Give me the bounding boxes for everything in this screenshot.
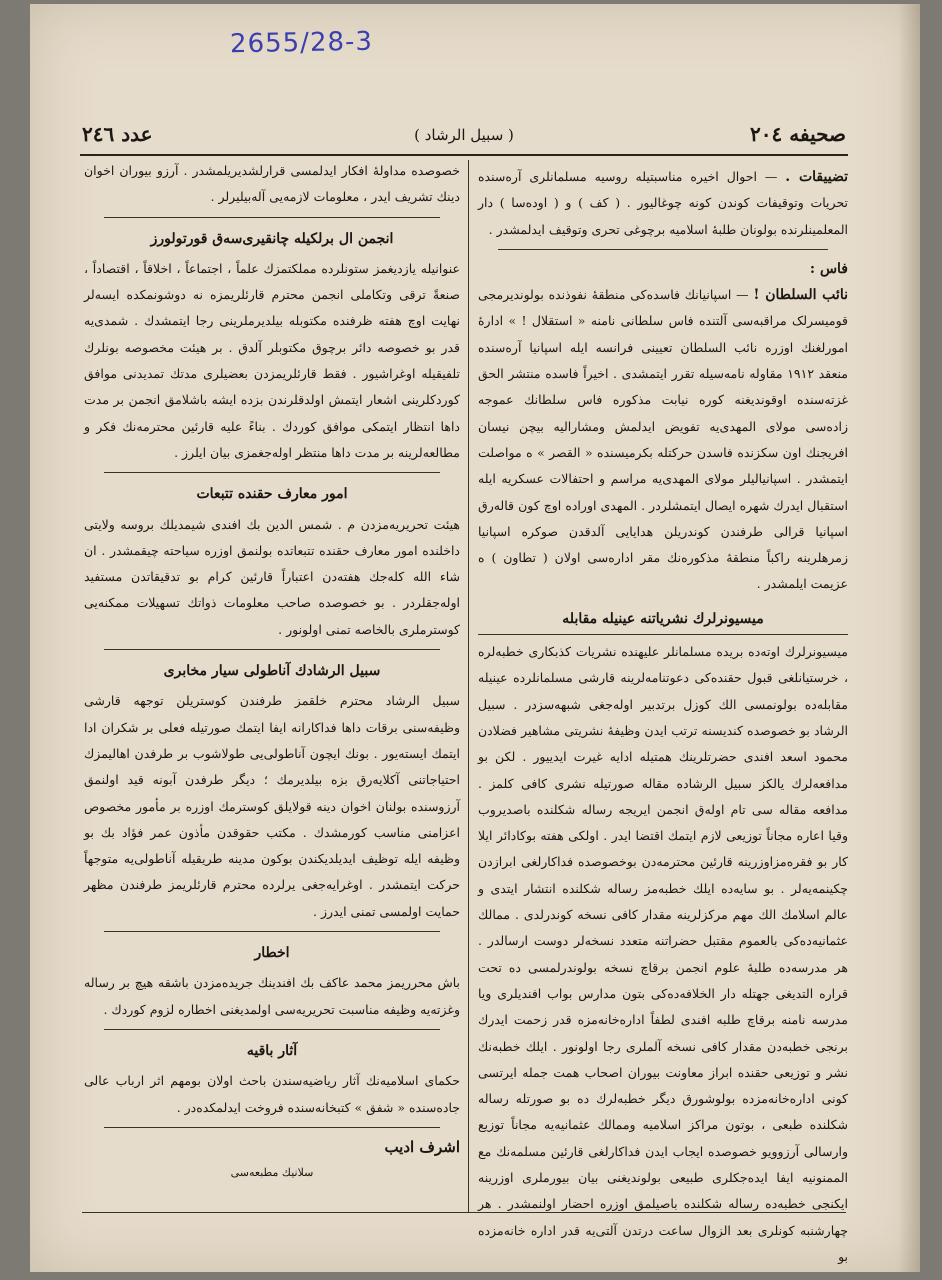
separator: [498, 249, 828, 250]
printing-press: سلانیك مطبعه‌سی: [230, 1166, 314, 1180]
article-heading: میسیونرلرك نشریاتنه عینیله مقابله: [478, 606, 848, 635]
header-rule: [80, 154, 848, 156]
section-place-fez: فاس :: [809, 260, 848, 277]
page-edge-shadow: [898, 4, 920, 1272]
article-heading: سبیل الرشادك آناطولی سیار مخابری: [163, 663, 381, 680]
separator: [104, 649, 440, 650]
article-body: هیئت تحریریه‌مزدن م . شمس الدین بك افندی شیمدیلك بروسه ولایتی داخلنده امور معارف حقنده تتبعاتده بولنمق اوزره سیاحته چیقمشدر . ان شاء الله کلەجك هفته‌دن اعتباراً قارئین کرام بو تدقیقاتدن مستفید اوله‌جقلردر . بو خصوصده صاحب معلومات ذواتك تسهیلات ممکنه‌یی کوسترملری بالخاصه تمنی اولونور .: [84, 516, 460, 637]
article-continuation: خصوصده مداوله‌ٔ افکار ایدلمسی قرارلشدیریلمشدر . آرزو بیوران اخوان دینك تشریف ایدر ، معلومات لازمه‌یی آله‌بیلیرلر .: [84, 163, 460, 205]
footer-rule: [82, 1212, 846, 1213]
column-divider: [468, 160, 469, 1212]
article-heading: انجمن ال برلکیله چانقیری‌سه‌ق قورتولورز: [150, 230, 394, 247]
article-heading: اخطار: [254, 945, 290, 962]
newspaper-page: [30, 4, 920, 1272]
right-column: [478, 164, 848, 1270]
separator: [104, 1127, 440, 1128]
separator: [104, 931, 440, 932]
article-regent: [478, 282, 848, 598]
article-heading: آثار باقیه: [246, 1042, 298, 1059]
separator: [104, 1029, 440, 1030]
separator: [104, 472, 440, 473]
article-restrictions: [478, 164, 848, 243]
article-body: — اسپانیانك فاسده‌کی منطقهٔ نفوذنده بولوندیرمجی قومیسرلک مراقبه‌سی آلتنده فاس سلطانی نامنه « استقلال ! » ادارهٔ امورلغنك اوزره نائب السلطان تعیینی فرانسه ایله اسپانیا آره‌سنده منعقد ١٩١٢ مقاوله نامه‌سیله تقرر ایتمشدی . اخیراً فاسده منتشر الحق غزته‌سنده اوقوندیغنه کوره نیابت مذکوره فاس سلطانك عموجه زاده‌سی مولای المهدی‌یه تفویض ایدلمش ومشارالیه بیچن نیسان افریجنك اون سکزنده فاسدن حرکتله بکرمیسنده « القصر » ه مواصلت ایتمشدر . اسپانیالیلر مولای المهدی‌یه مراسم و احتفالات عسکریه ایله استقبال ایدرك شهره ایصال ایتمشلردر . المهدی اوراده اوچ کون قالەرق اسپانیا قرالی طرفندن کوندریلن هدایایی آلدقدن صوکره اسپانیا زمرهلرینه راکباً منطقهٔ مذکوره‌نك مقر اداره‌سی اولان ( تطاون ) ه عزیمت ایلمشدر .: [478, 287, 848, 592]
page-header: [82, 122, 846, 156]
article-body: عنوانیله یازدیغمز ستونلرده مملکتمزك علماً ، اجتماعاً ، اخلاقاً ، اقتصاداً ، صنعةً ترقی وتکاملی انجمن محترم قارئلریمزه نه دوشونمکده ایسه‌لر نهایت اوچ هفته ظرفنده مکتوبله بیلدیرملرینی رجا ایتمشدك . شمدی‌یه قدر بو خصوصه دائر برچوق مکتوبلر آلدق . بر هیئت مخصوصه بونلرك تلفیقیله اوغراشیور . فقط قارئلریمزدن بعضیلری مدتك تمدیدنی موافق کوردکلرینی اشعار ایتمش اولدقلرندن بزده ایشه باشلامق انجمن بر مدت داها انتظار ایتمکی موافق کوردك . بناءً علیه قارئین محترمه‌نك فکر و مطالعه‌لرینه بر مدت داها منتظر اوله‌جغمزی بیان ایلرز .: [84, 260, 460, 460]
issue-number: عدد ٢٤٦: [82, 122, 153, 146]
left-column: [84, 158, 460, 1186]
article-heading: امور معارف حقنده تتبعات: [196, 486, 348, 503]
archive-handwritten-number: 2655/28-3: [229, 26, 374, 60]
article-body: سبیل الرشاد محترم خلقمز طرفندن کوستریلن توجهه قارشی وظیفه‌سنی برقات داها فداکارانه ایفا ایتمك صورتیله فعلی بر شکران ادا ایتمك ایستەیور . بونك ایچون آناطولی‌یی طولاشوب بر طرفدن اهالیمزك احتیاجاتنی آکلایه‌رق بزه بیلدیرمك ؛ دیگر طرفدن آبونه قید اولنمق آرزوسنده بولنان اخوان دینه قولایلق کوسترمك اوزره بر مأمور مخصوص اعزامنی مناسب کورمشدك . مکتب حقوقدن مأذون عمر فؤاد بك بو وظیفه ایله توظیف ایدیلدیکندن بوکون مدینه طریقیله آناطولی‌یه متوجهاً حرکت ایتمشدر . اوغرایه‌جغی یرلرده محترم قارئلریمز طرفندن مظهر حمایت اولمسی تمنی ایدرز .: [84, 693, 460, 919]
article-body: میسیونرلرك اوته‌ده بریده مسلمانلر علیهنده نشریات کذبکاری خطبه‌لره ، خرستیانلغی قبول حقنده‌کی دعوتنامه‌لرینه قارشی مسلمانلرده عینیله مقابله‌ده بولونمسی الك کوزل برتدبیر اوله‌جغی شبهه‌سزدر . سبیل الرشاد بو خصوصده کندیسنه ترتب ایدن وظیفهٔ نشریتی مشاهیر فضلادن محمود اسعد افندی حضرتلرینك همتیله ادایه غیرت ایدییور . لکن بو مدافعه‌لرك یالکز سبیل الرشاده مقاله صورتیله نشری کافی کلمز . مدافعه مقاله‌ سی تام اوله‌ق انجمن ایریجه رساله شکلنده باصدیروب وقیا اعاره مجاناً توزیعی لازم ایتمك اقتضا ایدر . اولکی هفته بوکادائر ایلا کار بو فقره‌مزاوزرینه قارئین محترمه‌دن بوخصوصده فداکارلغی ابرازدن چکینمه‌یه‌لر . بو سایه‌ده ایلك خطبه‌مز رساله شکلنده انتشار ایتدی و عالم اسلامك الك مهم مرکزلرینه مقدار کافی نسخه کوندرلدی . ممالك عثمانیه‌ده‌کی بالعموم مقتبل حضراتنه متعدد نسخه‌لر دوست ارسالدر . هر مدرسه‌ده طلبهٔ علوم انجمن برقاچ نسخه بولوندرلمسی ده تحت قراره التدیغی جهتله دار الخلافه‌ده‌کی بتون مدارس بواب افندیلری ویا مدرسه نامنه برقاچ طلبه افندی لطفاً اداره‌خانه‌مزه قدر زحمت ایدرك برنجی خطبه‌دن مقدار کافی نسخه آلملری رجا اولونور . ایلك خطبه‌نك نشر و توزیعی حقنده ابراز معاونت بیوران اصحاب همت جمله ایرتسی کونی اداره‌خانه‌مزده بولوشورق دیگر خطبه‌لرك ده بو صورتله رساله شکلنده طبعی ، بوتون مراکز اسلامیه وممالك عثمانیه‌یه مجاناً توزیع وارسالی آرزوویو خصوصده ایجاب ایدن فداکارلغی قارئین مسلمه‌نك مع الممنونیه ایفا ایده‌جکلری طبیعی بولوندیغنی بیان بیورملری اوزرینه ایکنجی خطبه‌ده رساله شکلنده باصیلمق اوزره احضار اولنمشدر . هر چهارشنبه کونلری بعد الزوال ساعت درتدن آلتی‌یه قدر اداره خانه‌مزده بو: [478, 644, 848, 1264]
separator: [104, 217, 440, 218]
signature: اشرف ادیب: [384, 1137, 460, 1156]
article-body: باش محرریمز محمد عاکف بك افندینك جریده‌مزدن باشقه هیچ بر رساله وغزته‌یه وظیفه مناسبت تحریریه‌سی اولمدیغنی اخطاره لزوم کوردك .: [84, 975, 460, 1017]
article-title: تضییقات .: [785, 169, 848, 185]
article-body: — احوال اخیره مناسبتیله روسیه مسلمانلری آره‌سنده تحریات وتوقیفات کوندن کونه چوغالیور . ( کف ) و ( اوده‌سا ) دار المعلمینلرنده بولونان طلبه‌ٔ اسلامیه برچوغی تحری وتوقیف ایدلمشدر .: [478, 169, 848, 237]
article-body: حکمای اسلامیه‌نك آثار ریاضیه‌سندن باحث اولان بومهم اثر ارباب عالی جاده‌سنده « شفق » کتبخانه‌سنده فروخت ایدلمکده‌در .: [84, 1073, 460, 1115]
article-title: نائب السلطان !: [753, 287, 848, 304]
newspaper-name: ( سبیل الرشاد ): [414, 126, 514, 144]
page-number: صحیفه ٢٠٤: [750, 122, 846, 146]
